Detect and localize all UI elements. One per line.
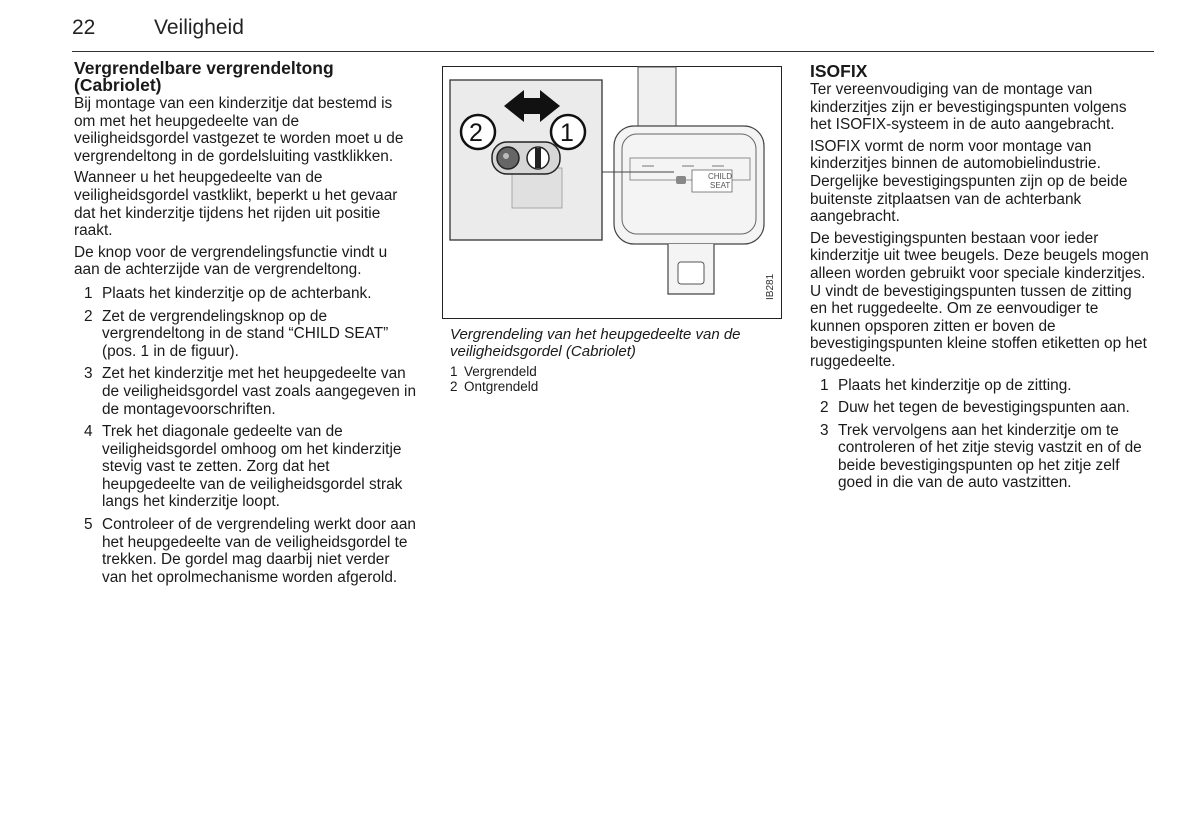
step-text: Duw het tegen de bevestigingspunten aan. — [838, 399, 1130, 417]
step-number: 3 — [820, 421, 829, 439]
step-number: 1 — [820, 376, 829, 394]
step-number: 2 — [84, 307, 93, 325]
right-paragraph: Ter vereenvoudiging van de montage van kinderzitjes zijn er bevestigingspunten volgens het ISOFIX-systeem in de auto aangebracht. — [810, 81, 1127, 134]
list-item — [74, 308, 416, 361]
left-heading: Vergrendelbare vergrendeltong (Cabriolet) — [74, 58, 334, 95]
legend-item — [450, 364, 538, 379]
list-item — [74, 365, 416, 418]
section-title: Veiligheid — [154, 16, 244, 39]
legend-item — [450, 379, 538, 394]
figure-caption: Vergrendeling van het heupgedeelte van de veiligheidsgordel (Cabriolet) — [450, 326, 741, 360]
step-text: Plaats het kinderzitje op de achterbank. — [102, 284, 372, 302]
step-text: Zet de vergrendelingsknop op de vergrendeltong in de stand “CHILD SEAT” (pos. 1 in de figuur). — [102, 307, 389, 360]
legend-text: Ontgrendeld — [464, 379, 539, 394]
list-item — [74, 516, 416, 586]
list-item — [74, 285, 416, 303]
right-heading: ISOFIX — [810, 61, 868, 81]
legend-number: 2 — [450, 379, 458, 394]
right-paragraph: ISOFIX vormt de norm voor montage van kinderzitjes binnen de automobielindustrie. Dergelijke bevestigingspunten zijn op de beide buitenste zitplaatsen van de achterbank aangebracht. — [810, 137, 1128, 226]
header-divider — [72, 51, 1154, 52]
list-item — [810, 399, 1152, 417]
left-column — [74, 60, 416, 591]
callout-1: 1 — [560, 119, 574, 147]
page-header — [72, 16, 244, 40]
figure-legend — [450, 364, 538, 394]
list-item — [74, 423, 416, 511]
left-paragraph: Wanneer u het heupgedeelte van de veiligheidsgordel vastklikt, beperkt u het gevaar dat het kinderzitje tijdens het rijden uit positie raakt. — [74, 169, 398, 240]
page-number: 22 — [72, 16, 96, 39]
step-number: 1 — [84, 284, 93, 302]
left-steps — [74, 285, 416, 587]
step-text: Controleer of de vergrendeling werkt door aan het heupgedeelte van de veiligheidsgordel te trekken. De gordel mag daarbij niet verder van het oprolmechanisme worden afgerold. — [102, 516, 416, 586]
legend-number: 1 — [450, 364, 458, 379]
callout-2: 2 — [469, 119, 483, 147]
figure-code: IB281 — [765, 273, 776, 300]
list-item — [810, 377, 1152, 395]
step-text: Trek het diagonale gedeelte van de veiligheidsgordel omhoog om het kinderzitje stevig vast te zetten. Zorg dat het heupgedeelte van de veiligheidsgordel strak langs het kinderzitje loopt. — [102, 423, 403, 511]
legend-text: Vergrendeld — [464, 364, 537, 379]
list-item — [810, 422, 1152, 492]
step-text: Plaats het kinderzitje op de zitting. — [838, 376, 1072, 394]
right-paragraph: De bevestigingspunten bestaan voor ieder kinderzitje uit twee beugels. Deze beugels mogen alleen worden gebruikt voor speciale kinderzitjes. U vindt de bevestigingspunten tussen de zitting en het ruggedeelte. Om ze eenvoudiger te kunnen opsporen zitten er boven de bevestigingspunten kleine stoffen etiketten op het ruggedeelte. — [810, 229, 1149, 370]
step-number: 3 — [84, 365, 93, 383]
label-seat: SEAT — [710, 181, 731, 190]
step-text: Zet het kinderzitje met het heupgedeelte van de veiligheidsgordel vast zoals aangegeven in de montagevoorschriften. — [102, 365, 417, 418]
label-child: CHILD — [708, 172, 733, 181]
step-number: 4 — [84, 423, 93, 441]
right-steps — [810, 377, 1152, 493]
right-column — [810, 63, 1152, 497]
step-text: Trek vervolgens aan het kinderzitje om te controleren of het zitje stevig vastzit en of de beide bevestigingspunten op het zitje zelf goed in die van de auto vastzitten. — [838, 421, 1142, 492]
step-number: 2 — [820, 399, 829, 417]
left-paragraph: Bij montage van een kinderzitje dat bestemd is om met het heupgedeelte van de veiligheidsgordel vastgezet te worden moet u de vergrendeltong in de gordelsluiting vastklikken. — [74, 95, 404, 165]
step-number: 5 — [84, 516, 93, 534]
left-paragraph: De knop voor de vergrendelingsfunctie vindt u aan de achterzijde van de vergrendeltong. — [74, 243, 388, 279]
seatbelt-lock-figure — [442, 66, 782, 319]
